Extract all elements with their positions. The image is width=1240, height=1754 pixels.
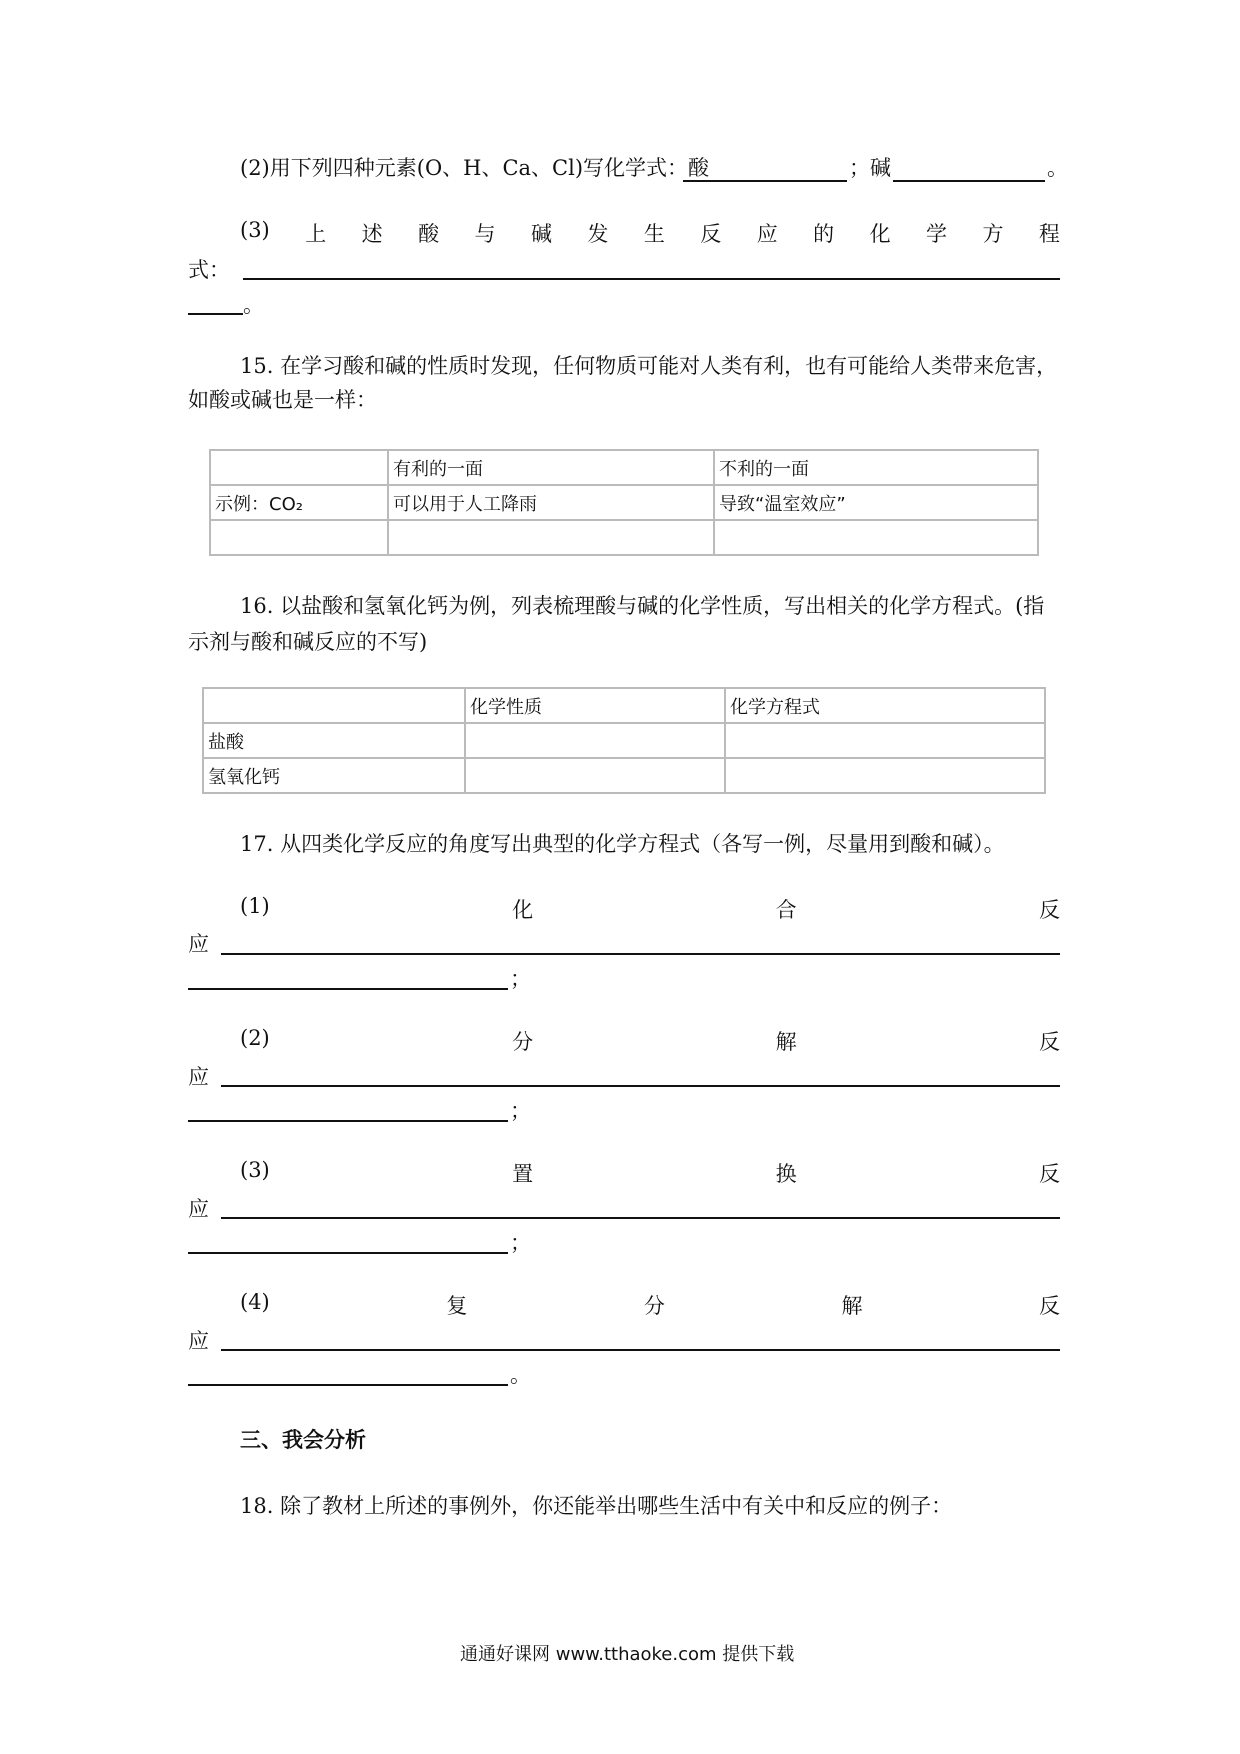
q15-table [209, 449, 1039, 556]
q17-item1-blank-cont[interactable] [188, 988, 508, 990]
q17-item3-line1 [240, 1158, 1060, 1188]
q17-char: 反 [1039, 1294, 1060, 1318]
q14-p3-char: 学 [926, 222, 947, 246]
table-cell[interactable] [725, 758, 1045, 793]
table-row [210, 520, 1038, 555]
section-heading: 三、我会分析 [240, 1428, 366, 1452]
q17-item4-line2: 应 [188, 1329, 209, 1353]
q17-item3-end: ； [510, 1231, 531, 1255]
table-header: 化学性质 [465, 688, 725, 723]
q14-p3-char: 方 [982, 222, 1004, 246]
q16-line2: 示剂与酸和碱反应的不写) [188, 630, 428, 654]
q17-char: 分 [512, 1030, 534, 1054]
q14-equation-blank-cont[interactable] [188, 313, 243, 315]
q17-char: 解 [841, 1294, 863, 1318]
q14-p3-char: 与 [474, 222, 496, 246]
table-row [210, 485, 1038, 520]
q17-item1-end: ； [510, 967, 531, 991]
q14-p3-char: 述 [361, 222, 383, 246]
q17-char: 分 [643, 1294, 665, 1318]
q17-intro: 17. 从四类化学反应的角度写出典型的化学方程式（各写一例，尽量用到酸和碱）。 [240, 832, 1005, 856]
q17-item4-blank[interactable] [221, 1349, 1060, 1351]
q14-p3-char: 碱 [530, 222, 552, 246]
table-header: 不利的一面 [714, 450, 1038, 485]
q17-item4-end: 。 [510, 1363, 531, 1387]
table-row [203, 758, 1045, 793]
q17-char: 复 [446, 1294, 468, 1318]
q17-item3-blank-cont[interactable] [188, 1252, 508, 1254]
q17-item2-end: ； [510, 1099, 531, 1123]
q14-part2-text: (2)用下列四种元素(O、H、Ca、Cl)写化学式：酸 [240, 156, 710, 180]
q14-p3-char: 上 [305, 222, 327, 246]
q14-base-blank[interactable] [893, 180, 1045, 182]
q17-item2-line1 [240, 1026, 1060, 1056]
q17-char: 反 [1038, 898, 1060, 922]
q17-char: (2) [240, 1026, 270, 1050]
q15-line1: 15. 在学习酸和碱的性质时发现，任何物质可能对人类有利，也有可能给人类带来危害， [240, 354, 1058, 378]
table-cell [210, 450, 388, 485]
table-row [203, 688, 1045, 723]
q17-item2-blank-cont[interactable] [188, 1120, 508, 1122]
table-row [210, 450, 1038, 485]
table-header: 化学方程式 [725, 688, 1045, 723]
table-cell: 氢氧化钙 [203, 758, 465, 793]
q14-p3-char: 发 [587, 222, 609, 246]
q17-char: 反 [1038, 1030, 1060, 1054]
q17-item4-line1 [240, 1290, 1060, 1320]
table-cell[interactable] [465, 758, 725, 793]
q17-char: 换 [775, 1162, 797, 1186]
q16-table [202, 687, 1046, 794]
q17-char: (3) [240, 1158, 270, 1182]
q14-p3-char: 生 [643, 222, 665, 246]
q17-char: 化 [512, 898, 534, 922]
q14-acid-blank[interactable] [683, 180, 847, 182]
q14-p3-char: (3) [240, 218, 270, 242]
table-cell: 可以用于人工降雨 [388, 485, 714, 520]
q17-char: 反 [1038, 1162, 1060, 1186]
table-cell[interactable] [725, 723, 1045, 758]
q17-char: 置 [512, 1162, 534, 1186]
q17-char: 解 [775, 1030, 797, 1054]
table-cell[interactable] [210, 520, 388, 555]
q18-text: 18. 除了教材上所述的事例外，你还能举出哪些生活中有关中和反应的例子： [240, 1494, 953, 1518]
q17-char: (4) [240, 1290, 270, 1314]
q14-part2-sep: ；碱 [849, 156, 891, 180]
q14-p3-char: 化 [869, 222, 891, 246]
q17-item1-line1 [240, 894, 1060, 924]
q17-item3-line2: 应 [188, 1197, 209, 1221]
q14-equation-blank[interactable] [243, 278, 1060, 280]
q14-p3-char: 的 [813, 222, 835, 246]
page-footer: 通通好课网 www.tthaoke.com 提供下载 [460, 1644, 795, 1665]
q17-item1-blank[interactable] [221, 953, 1060, 955]
table-cell[interactable] [465, 723, 725, 758]
q15-line2: 如酸或碱也是一样： [188, 388, 377, 412]
table-cell [203, 688, 465, 723]
q17-char: 合 [775, 898, 797, 922]
q17-item4-blank-cont[interactable] [188, 1384, 508, 1386]
q14-p3-char: 应 [756, 222, 778, 246]
q14-p3-char: 反 [700, 222, 722, 246]
q14-part3-line1 [240, 218, 1060, 248]
table-cell[interactable] [714, 520, 1038, 555]
table-cell: 示例：CO₂ [210, 485, 388, 520]
table-header: 有利的一面 [388, 450, 714, 485]
table-cell[interactable] [388, 520, 714, 555]
q16-line1: 16. 以盐酸和氢氧化钙为例，列表梳理酸与碱的化学性质，写出相关的化学方程式。(指 [240, 594, 1045, 618]
q17-item2-blank[interactable] [221, 1085, 1060, 1087]
q17-item2-line2: 应 [188, 1065, 209, 1089]
q14-p3-char: 程 [1038, 222, 1060, 246]
q14-part2-end: 。 [1047, 156, 1068, 180]
q17-item3-blank[interactable] [221, 1217, 1060, 1219]
table-cell: 盐酸 [203, 723, 465, 758]
q17-item1-line2: 应 [188, 932, 209, 956]
q14-part3-line2: 式： [188, 258, 230, 282]
q14-p3-char: 酸 [418, 222, 440, 246]
q14-part3-end: 。 [243, 293, 264, 317]
table-cell: 导致“温室效应” [714, 485, 1038, 520]
table-row [203, 723, 1045, 758]
q17-char: (1) [240, 894, 270, 918]
